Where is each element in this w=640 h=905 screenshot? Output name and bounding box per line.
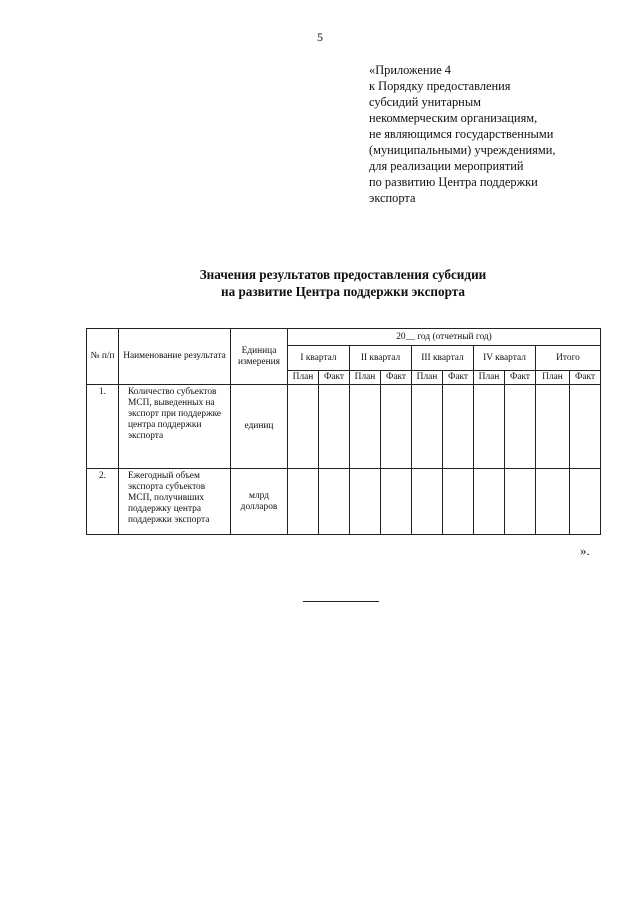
header-plan: План xyxy=(412,371,443,385)
results-table xyxy=(86,328,601,535)
appendix-line: (муниципальными) учреждениями, xyxy=(369,143,556,157)
table-row xyxy=(87,469,601,535)
header-year: 20__ год (отчетный год) xyxy=(288,329,601,346)
header-plan: План xyxy=(350,371,381,385)
row-num: 1. xyxy=(87,385,119,469)
value-cell xyxy=(381,469,412,535)
row-unit: млрд долларов xyxy=(231,469,288,535)
header-period-q2: II квартал xyxy=(350,346,412,371)
header-fact: Факт xyxy=(381,371,412,385)
value-cell xyxy=(412,385,443,469)
header-fact: Факт xyxy=(570,371,601,385)
header-fact: Факт xyxy=(319,371,350,385)
appendix-line: некоммерческим организациям, xyxy=(369,111,538,125)
appendix-header xyxy=(369,62,634,206)
row-unit: единиц xyxy=(231,385,288,469)
title-line: Значения результатов предоставления субсидии xyxy=(199,267,487,282)
document-title xyxy=(0,266,640,300)
separator-line xyxy=(303,601,379,602)
closing-mark: ». xyxy=(580,543,590,558)
table-row xyxy=(87,385,601,469)
value-cell xyxy=(505,469,536,535)
value-cell xyxy=(443,469,474,535)
value-cell xyxy=(350,385,381,469)
appendix-line: субсидий унитарным xyxy=(369,95,481,109)
appendix-line: экспорта xyxy=(369,191,416,205)
row-name: Количество субъектов МСП, выведенных на экспорт при поддержке центра поддержки экспорта xyxy=(119,385,231,469)
value-cell xyxy=(381,385,412,469)
appendix-line: «Приложение 4 xyxy=(369,63,451,77)
value-cell xyxy=(536,385,570,469)
header-fact: Факт xyxy=(505,371,536,385)
value-cell xyxy=(443,385,474,469)
header-period-q1: I квартал xyxy=(288,346,350,371)
header-plan: План xyxy=(536,371,570,385)
value-cell xyxy=(319,469,350,535)
value-cell xyxy=(474,469,505,535)
header-plan: План xyxy=(288,371,319,385)
header-name: Наименование результата xyxy=(119,329,231,385)
header-num: № п/п xyxy=(87,329,119,385)
header-fact: Факт xyxy=(443,371,474,385)
value-cell xyxy=(570,385,601,469)
value-cell xyxy=(350,469,381,535)
header-period-total: Итого xyxy=(536,346,601,371)
header-period-q3: III квартал xyxy=(412,346,474,371)
value-cell xyxy=(474,385,505,469)
row-name: Ежегодный объем экспорта субъектов МСП, получивших поддержку центра поддержки экспорта xyxy=(119,469,231,535)
row-num: 2. xyxy=(87,469,119,535)
value-cell xyxy=(288,469,319,535)
value-cell xyxy=(288,385,319,469)
appendix-line: по развитию Центра поддержки xyxy=(369,175,538,189)
header-plan: План xyxy=(474,371,505,385)
value-cell xyxy=(412,469,443,535)
value-cell xyxy=(505,385,536,469)
header-unit: Единица измерения xyxy=(231,329,288,385)
appendix-line: для реализации мероприятий xyxy=(369,159,524,173)
title-line: на развитие Центра поддержки экспорта xyxy=(220,284,466,299)
header-period-q4: IV квартал xyxy=(474,346,536,371)
value-cell xyxy=(536,469,570,535)
appendix-line: не являющимся государственными xyxy=(369,127,554,141)
appendix-line: к Порядку предоставления xyxy=(369,79,511,93)
value-cell xyxy=(570,469,601,535)
page-number: 5 xyxy=(317,30,323,44)
value-cell xyxy=(319,385,350,469)
